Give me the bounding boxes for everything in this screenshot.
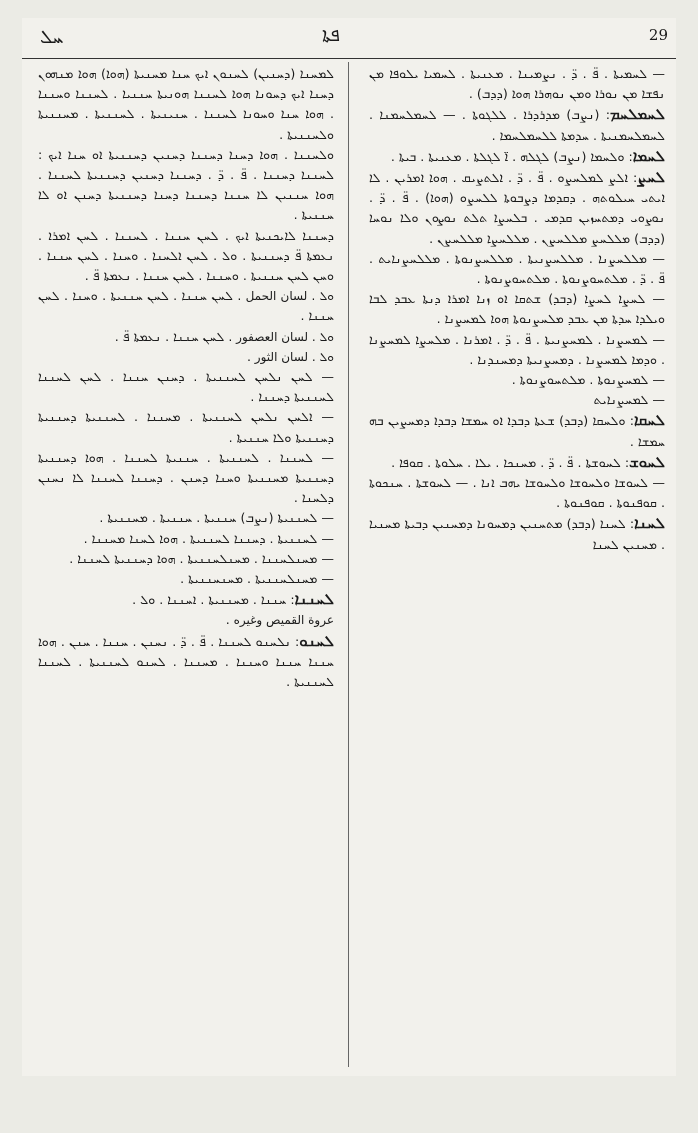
arabic-gloss: عروة القميص وغيره [229, 613, 334, 628]
entry-text: — ܠܚܢܢܝܬܐ . ܕܚܢܢܐ ܠܚܢܢܝܬܐ . ܗܘܐ ܠܚܢܐ ܡܚܢܢܐ . [83, 530, 334, 546]
dictionary-entry [38, 407, 334, 447]
entry-text: — ܐܠܚܢ ܢܠܚܢ ܠܚܢܢܝܬܐ . ܡܚܢܢܐ . ܠܚܢܢܝܬܐ ܕܚܢܢܝܬܐ ܕܚܢܢܝܬܐ ܘܠܐ ܚܢܢܝܬܐ . [38, 409, 334, 445]
entry-headword: ܠܚܘܫ [629, 452, 665, 471]
entry-text: . ܠܚܢ ܚܢܢܐ . ܠܚܢ ܚܢܢܝܬܐ . ܘܚܢܐ . ܠܚܢ ܚܢܢܐ . [38, 288, 334, 324]
entry-text: : ܘܠܚܡܐ (ܢܨܒ) ܠܓܠܗ . ܐ̈ ܠܓܠܬܐ . ܡܥܢܝܬܐ . ܒܝܬܐ . [390, 148, 633, 164]
dictionary-entry [369, 330, 665, 370]
entry-headword: ܠܚܢܘ [299, 631, 334, 650]
dictionary-entry [38, 589, 334, 610]
dictionary-entry [369, 146, 665, 167]
entry-text: — ܠܚܘܫܐ ܘܠܚܘܫܐ ܘܠܚܘܫܐ ܝܗܒ ܐܢܐ . — ܠܚܘܫܬܐ . ܚܢܟܘܬܐ . ܩܘܦܢܘܬܐ . ܩܘܦܢܘܬܐ . [369, 475, 665, 511]
dictionary-entry [38, 347, 334, 367]
dictionary-entry [369, 249, 665, 289]
dictionary-entry [38, 569, 334, 589]
entry-text: : ܘܠܚܩܐ (ܕܒܕ) ܫܥܬܐ ܕܒܕܐ ܐܘ ܚܡܫܐ ܕܒܕܐ ܕܡܚܨܝܢ ܒܗ ܚܡܫܐ . [369, 413, 665, 449]
entry-text: — ܠܡܚܨܢܐ . ܠܡܚܨܢܝܬܐ . ܦ̈ . ܕ̈ . ܐܡܪܢܐ . ܡܠܚܨܐ ܠܡܚܨܢܐ . ܘܕܡܐ ܠܡܚܨܢܐ . ܕܡܚܨܢܝܬܐ ܕܡܚܢܕܢܐ . [369, 331, 665, 367]
entry-text: — ܠܚܢܢܐ . ܠܚܢܢܝܬܐ . ܚܢܢܝܬܐ ܠܚܢܢܐ . ܗܘܐ ܕܚܢܢܝܬܐ ܕܚܢܢܝܬܐ ܡܚܢܢܝܬܐ ܘܚܢܐ ܕܚܢܢ . ܕܚܢܢܐ ܠܚܢܢܐ ܠܐ ܢܚܢܢ ܕܠܚܢܐ . [38, 449, 334, 506]
entry-text: ܠܡܚܢܐ (ܕܚܢܝܢ) ܠܚܢܘܢ ܐܝܟ ܚܢܐ ܡܚܢܝܬܐ (ܗܘܐ) ܗܘܐ ܡܢܗܘܢ ܕܚܢܐ ܐܝܟ ܕܚܘܢܐ ܗܘܐ ܠܚܢܢܐ ܗܘܢܝܬܐ ܚܢܢܝܐ . ܠܚܢܢܐ ܘܚܢܢܐ . ܗܘܐ ܚܢܐ ܘܚܘܢܐ ܠܚܢܢܐ . ܚܢܝܢܝܬܐ . ܠܚܢܢܝܬܐ . ܡܚܢܢܝܬܐ ܘܠܚܢܢܝܬܐ . [38, 66, 334, 142]
entry-text: : ܠܚܢܐ (ܕܒܕ) ܡܬܚܢܝܢ ܕܡܚܘܢܐ ܕܡܚܢܝܢ ܕܒܝܬܐ ܡܚܢܝܐ . ܡܚܢܝܢ ܠܚܢܐ [369, 516, 665, 552]
left-column [38, 64, 334, 692]
dictionary-entry [369, 513, 665, 554]
entry-text: — ܡܚܢܠܚܢܢܐ . ܡܚܢܠܚܢܢܝܬܐ . ܗܘܐ ܕܚܢܢܝܬܐ ܠܚܢܢܐ . [69, 550, 334, 566]
arabic-gloss: ܘܠ . لسان الثور [250, 349, 334, 364]
dictionary-entry [38, 367, 334, 407]
dictionary-entry [38, 508, 334, 528]
dictionary-entry [38, 145, 334, 226]
entry-text: . [225, 612, 230, 628]
entry-text: : (ܢܨܒ) ܡܕܪܕܪܐ . ܠܠܓܘܬܐ . — ܠܚܡܠܚܡܢܐ . ܠܚܡܠܚܡܢܝܬܐ . ܚܕܡܬܐ ܠܠܚܡܠܚܡܐ . [369, 107, 665, 143]
dictionary-entry [38, 529, 334, 549]
entry-headword: ܠܚܩܐ [634, 411, 665, 430]
entry-text: : ܚܢܢܐ . ܡܚܢܢܝܬܐ . ܐܚܢܢܐ . ܘܠ . [132, 592, 295, 608]
arabic-gloss: ܘܠ . لسان العصفور [232, 329, 334, 344]
entry-text: . ܠܚܢ ܚܢܢܐ . ܢܥܡܬܐ ܦ̈ . [114, 328, 233, 344]
entry-text: — ܠܚܢ ܢܠܚܢ ܠܚܢܢܝܬܐ . ܕܚܢܢ ܚܢܢܐ . ܠܚܢ ܠܚܢܢܐ ܠܚܢܢܝܬܐ ܕܚܢܢܐ . [38, 369, 334, 405]
entry-text: — ܠܡܚܨܢܐܝܬ [593, 392, 665, 408]
right-column [369, 64, 665, 555]
dictionary-entry [369, 104, 665, 145]
entry-headword: ܠܚܡܠܚܡ [610, 105, 665, 124]
dictionary-entry [38, 610, 334, 630]
entry-headword: ܠܚܢܐ [634, 514, 665, 533]
entry-text: — ܠܚܨܐ ܠܚܨܐ (ܕܒܕ) ܫܬܩܐ ܐܘ ܙܢܐ ܐܡܪܐ ܕܢܬܐ ܥܒܕ ܠܒܐ ܘܝܠܕܐ ܚܕܬܐ ܡܢ ܥܒܕ ܡܠܚܨܢܘܬܐ ܗܘܐ ܠܡܚܨܢܐ . [369, 291, 665, 327]
arabic-gloss: ܘܠ . لسان الحمل [241, 289, 334, 304]
dictionary-entry [369, 390, 665, 410]
entry-text: ܕܚܢܢܐ ܠܐܝܟܢܝܬܐ ܐܝܟ . ܠܚܢ ܚܢܢܐ . ܠܚܢܢܐ . ܠܚܢ ܐܡܪܐ . ܢܥܡܬܐ ܦ̈ ܕܚܢܢܝܬܐ . ܘܠ . ܠܚܢ ܐܠܚܢܐ . ܘܚܢܐ . ܠܚܢ ܚܢܢܐ . ܘܚܢ ܠܚܢ ܚܢܢܝܬܐ . ܘܚܢܢܐ . ܠܚܢ ܚܢܢܐ . ܢܥܡܬܐ ܦ̈ . [38, 227, 334, 284]
entry-text: — ܡܚܢܠܚܢܢܝܬܐ . ܡܚܢܚܢܢܝܬܐ . [180, 571, 334, 587]
entry-text: . [246, 348, 251, 364]
page-number: 29 [648, 26, 668, 44]
entry-text: : ܠܚܘܫܬܐ . ܦ̈ . ܕ̈ . ܡܚܢܟܐ . ܝܠܐ . ܚܠܘܬܐ . ܩܘܦܐ . [391, 454, 630, 470]
dictionary-entry [38, 226, 334, 287]
entry-headword: ܠܚܨ [637, 168, 665, 187]
dictionary-entry [38, 448, 334, 509]
entry-text: — ܡܠܠܚܨܢܐ . ܡܠܠܚܨܢܝܬܐ . ܡܠܠܚܨܢܘܬܐ . ܡܠܠܚܨܢܐܝܬ . ܦ̈ . ܕ̈ . ܡܠܬܚܘܨܢܘܬܐ . ܡܠܬܚܘܨܢܘܬܐ . [369, 250, 665, 287]
entry-text: : ܐܠܨ ܠܡܠܚܨܘ . ܦ̈ . ܕ̈ . ܐܠܬܨܝܩ . ܗܘܐ ܐܡܪܝܢ . ܠܐ ܐܝܬܝ ܚܝܠܘܬܗ . ܕܩܕܡܐ ܕܨܒܘܬܐ ܠܠܚܨܘ (ܗܘܐ) . ܦ̈ . ܕ̈ . ܢܘܨܘܝ ܕܡܬܚܙܝܢ ܩܕܡܝ . ܒܠܚܨܐ ܬܠܬ ܢܘܨܘܢ ܘܠܐ ܢܘܚܐ (ܕܕܒ) ܡܠܠܚܨ ܡܠܠܚܨܢ . ܡܠܠܚܨܐ ܡܠܠܚܨܢ . [369, 170, 665, 246]
header-left-mark: ܚܠ [40, 26, 64, 48]
dictionary-entry [38, 286, 334, 326]
page [22, 18, 676, 1076]
entry-headword: ܠܚܡܐ [632, 146, 665, 165]
column-divider [348, 62, 349, 1067]
entry-text: — ܠܡܚܨܢܘܬܐ . ܡܠܬܚܘܨܢܘܬܐ . [511, 372, 665, 388]
dictionary-entry [369, 473, 665, 513]
entry-text: : ܢܠܚܢܘ ܠܚܢܢܐ . ܦ̈ . ܕ̈ . ܢܚܢܢ . ܚܢܢܐ . ܚܢܢ . ܗܘܐ ܚܢܢܐ ܚܢܢܐ ܘܚܢܢܐ . ܡܚܢܢܐ . ܠܚܢܘ ܠܚܢܢܝܬܐ . ܠܚܢܢܐ ܠܚܢܢܝܬܐ . [38, 633, 334, 690]
entry-text: — ܠܚܢܢܝܬܐ (ܢܨܒ) ܚܢܢܝܬܐ . ܚܢܢܝܬܐ . ܡܚܢܢܝܬܐ . [99, 510, 334, 526]
dictionary-entry [369, 167, 665, 249]
dictionary-entry [369, 410, 665, 451]
dictionary-entry [38, 64, 334, 145]
dictionary-entry [369, 64, 665, 104]
page-header [22, 18, 676, 59]
entry-headword: ܠܚܢܢܐ [294, 590, 334, 609]
dictionary-entry [38, 549, 334, 569]
dictionary-entry [369, 289, 665, 329]
dictionary-entry [369, 452, 665, 473]
entry-text: ܘܠܚܢܢܐ . ܗܘܐ ܕܚܢܐ ܕܚܢܢܐ ܕܚܢܝܢ ܕܚܢܢܝܬܐ ܐܘ ܚܢܐ ܐܝܟ : ܠܚܢܢܐ ܕܚܢܢܐ . ܦ̈ . ܕ̈ . ܕܚܢܢܐ ܕܚܢܝܢ ܕܚܢܢܝܬܐ ܠܚܢܢܐ . ܗܘܐ ܚܢܢܝܢ ܠܐ ܚܢܢܐ ܕܚܢܢܐ ܕܚܢܐ ܕܚܢܢܝܬܐ ܕܚܢܢ ܐܘ ܠܐ ܚܢܢܝܬܐ . [38, 146, 334, 223]
entry-text: — ܠܚܡܝܬܐ . ܦ̈ . ܕ̈ . ܢܨܡܝܢܐ . ܡܥܢܝܬܐ . ܠܚܡܝܐ ܝܠܘܦܐ ܡܢ ܢܦܫܐ ܡܢ ܢܘܪܐ ܘܡܢ ܢܘܗܪܐ ܗܘܐ (ܕܕܒ) . [369, 66, 665, 102]
dictionary-entry [38, 327, 334, 347]
header-title: ܦܬܐ [322, 24, 340, 46]
dictionary-entry [369, 370, 665, 390]
dictionary-entry [38, 631, 334, 693]
